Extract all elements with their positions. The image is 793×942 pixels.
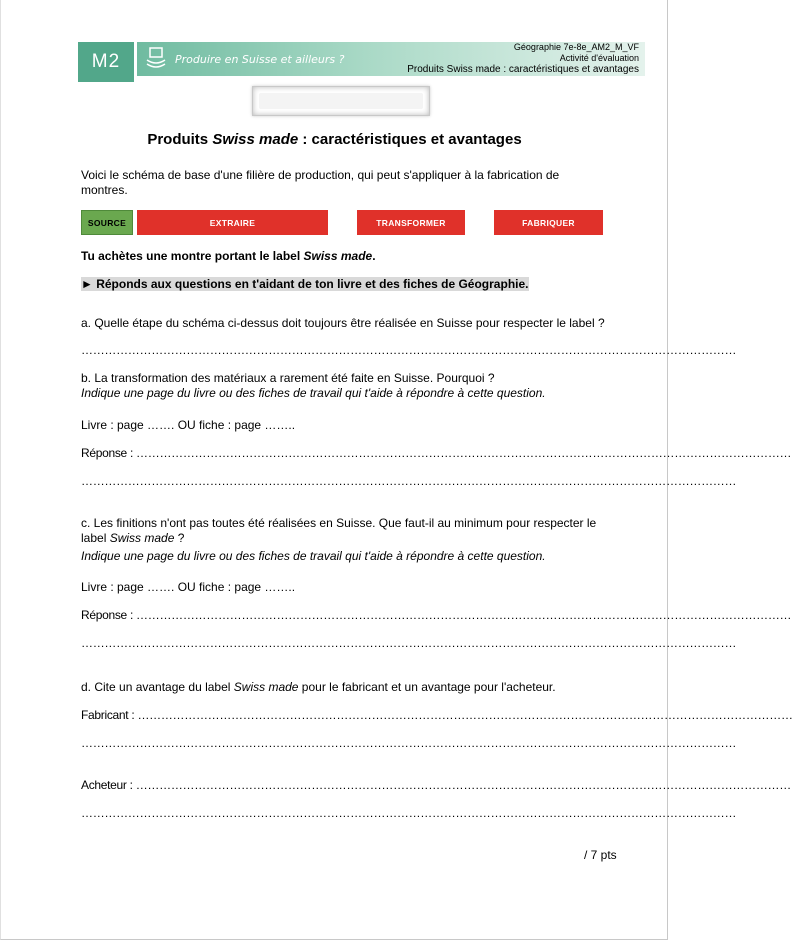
question-d: d. Cite un avantage du label Swiss made pour le fabricant et un avantage pour l'acheteur. <box>81 680 556 694</box>
hint-c: Indique une page du livre ou des fiches de travail qui t'aide à répondre à cette question. <box>81 549 546 563</box>
flow-step-source: SOURCE <box>81 210 133 235</box>
points-total: / 7 pts <box>584 848 617 862</box>
situation-text: Tu achètes une montre portant le label Swiss made. <box>81 249 376 263</box>
hint-b: Indique une page du livre ou des fiches de travail qui t'aide à répondre à cette question. <box>81 386 546 400</box>
header-doc-title: Produits Swiss made : caractéristiques et avantages <box>407 64 639 75</box>
intro-text: Voici le schéma de base d'une filière de production, qui peut s'appliquer à la fabrication de montres. <box>81 168 560 197</box>
question-c: c. Les finitions n'ont pas toutes été réalisées en Suisse. Que faut-il au minimum pour respecter le label Swiss made ? <box>81 516 597 545</box>
livre-fiche-c[interactable]: Livre : page ……. OU fiche : page …….. <box>81 580 296 594</box>
acheteur-line-2[interactable]: …………………………………………………………………………………………………………………………………………………… <box>81 806 737 820</box>
answer-line-b2[interactable]: …………………………………………………………………………………………………………………………………………………… <box>81 474 737 488</box>
reponse-line-c[interactable]: Réponse : …………………………………………………………………………………………………………………………………………………… <box>81 608 792 622</box>
course-ref: Géographie 7e-8e_AM2_M_VF <box>513 42 639 52</box>
theme-title: Produire en Suisse et ailleurs ? <box>175 53 345 66</box>
question-b: b. La transformation des matériaux a rarement été faite en Suisse. Pourquoi ? <box>81 371 495 385</box>
question-a: a. Quelle étape du schéma ci-dessus doit toujours être réalisée en Suisse pour respecter le label ? <box>81 316 605 330</box>
answer-line-a[interactable]: …………………………………………………………………………………………………………………………………………………… <box>81 343 737 357</box>
answer-line-c2[interactable]: …………………………………………………………………………………………………………………………………………………… <box>81 636 737 650</box>
fabricant-line-2[interactable]: …………………………………………………………………………………………………………………………………………………… <box>81 736 737 750</box>
instruction-text: ► Réponds aux questions en t'aidant de ton livre et des fiches de Géographie. <box>81 277 529 291</box>
module-label: M2 <box>91 51 121 72</box>
flow-step-transformer: TRANSFORMER <box>357 210 465 235</box>
page-title: Produits Swiss made : caractéristiques et avantages <box>147 131 522 148</box>
box-stack-icon <box>145 46 167 72</box>
activity-type: Activité d'évaluation <box>559 53 639 63</box>
module-badge <box>78 42 134 82</box>
livre-fiche-b[interactable]: Livre : page ……. OU fiche : page …….. <box>81 418 296 432</box>
student-name-field[interactable] <box>252 86 430 116</box>
header-reference <box>407 42 639 75</box>
acheteur-line[interactable]: Acheteur : …………………………………………………………………………………………………………………………………………………… <box>81 778 791 792</box>
flow-step-extraire: EXTRAIRE <box>137 210 328 235</box>
flow-step-fabriquer: FABRIQUER <box>494 210 603 235</box>
fabricant-line[interactable]: Fabricant : …………………………………………………………………………………………………………………………………………………… <box>81 708 793 722</box>
reponse-line-b[interactable]: Réponse : …………………………………………………………………………………………………………………………………………………… <box>81 446 792 460</box>
